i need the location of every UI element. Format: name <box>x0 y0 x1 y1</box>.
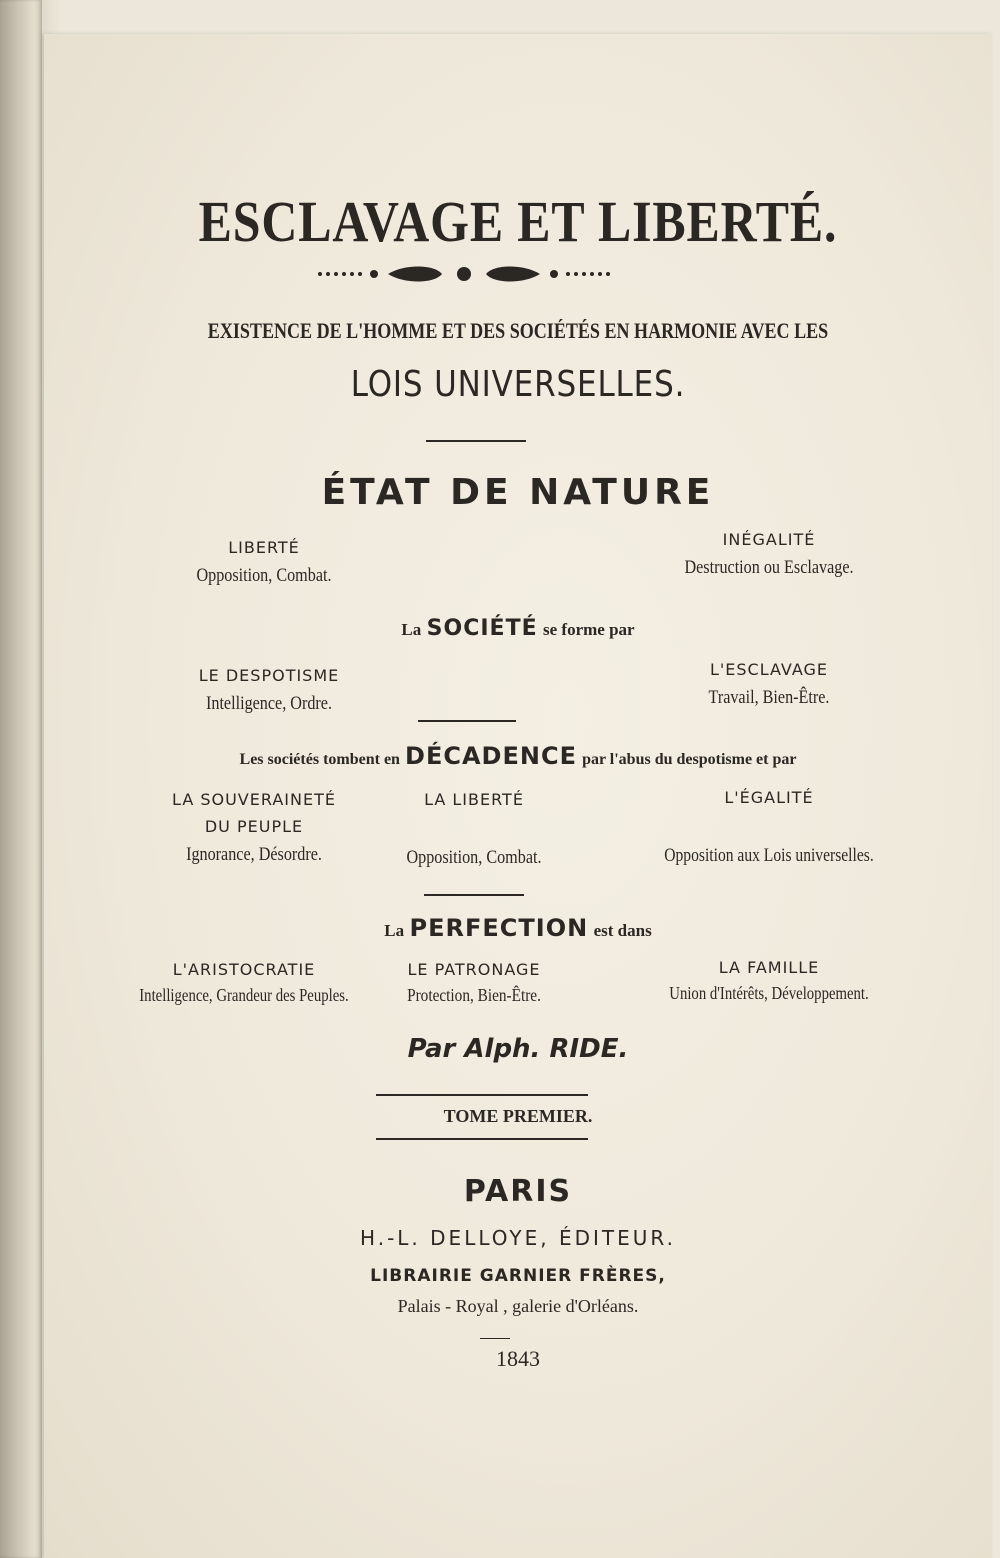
societe-right-column <box>604 660 934 709</box>
societe-left-subtext: Intelligence, Ordre. <box>205 693 332 714</box>
societe-line <box>44 616 992 641</box>
perfection-col-1 <box>94 960 394 1006</box>
decadence-col-3 <box>594 788 944 867</box>
perfection-line <box>44 914 992 942</box>
decadence-post: par l'abus du despotisme et par <box>582 751 797 768</box>
nature-right-subtext: Destruction ou Esclavage. <box>684 557 854 578</box>
decadence-col1-heading-1: LA SOUVERAINETÉ <box>172 790 336 809</box>
decadence-col1-subtext: Ignorance, Désordre. <box>186 844 322 865</box>
author-line: Par Alph. RIDE. <box>407 1034 629 1064</box>
perfection-post: est dans <box>593 921 652 940</box>
imprint-address: Palais - Royal , galerie d'Orléans. <box>397 1296 639 1316</box>
subtitle-line-1: EXISTENCE DE L'HOMME ET DES SOCIÉTÉS EN HARMONIE AVEC LES <box>207 318 829 343</box>
perfection-col3-subtext: Union d'Intérêts, Développement. <box>669 983 869 1003</box>
divider-2 <box>418 720 516 722</box>
subtitle-line-2: LOIS UNIVERSELLES. <box>350 364 686 405</box>
societe-right-subtext: Travail, Bien-Être. <box>708 687 830 708</box>
societe-pre: La <box>401 620 422 639</box>
nature-left-column <box>104 538 424 587</box>
imprint-year: 1843 <box>496 1346 540 1371</box>
perfection-col2-heading: LE PATRONAGE <box>407 960 541 979</box>
societe-left-column <box>104 666 434 715</box>
nature-left-heading: LIBERTÉ <box>228 538 300 557</box>
perfection-col1-subtext: Intelligence, Grandeur des Peuples. <box>139 985 349 1005</box>
tome-label: TOME PREMIER. <box>443 1106 593 1126</box>
nature-left-subtext: Opposition, Combat. <box>196 565 332 586</box>
societe-right-heading: L'ESCLAVAGE <box>709 660 829 679</box>
title-page <box>44 34 992 1558</box>
tome-rule-top <box>376 1094 588 1096</box>
divider-1 <box>426 440 526 442</box>
book-spine <box>0 0 42 1558</box>
nature-right-column <box>604 530 934 579</box>
societe-left-heading: LE DESPOTISME <box>198 666 340 685</box>
decadence-pre: Les sociétés tombent en <box>239 751 400 768</box>
nature-heading: ÉTAT DE NATURE <box>321 472 715 513</box>
decadence-col2-heading: LA LIBERTÉ <box>424 790 524 809</box>
decadence-col2-subtext: Opposition, Combat. <box>406 847 542 868</box>
decadence-col1-heading-2: DU PEUPLE <box>204 817 304 836</box>
book-title: ESCLAVAGE ET LIBERTÉ. <box>198 189 838 254</box>
divider-3 <box>424 894 524 896</box>
decadence-word: DÉCADENCE <box>405 742 577 770</box>
imprint-editor: H.-L. DELLOYE, ÉDITEUR. <box>360 1226 676 1250</box>
imprint-librairie: LIBRAIRIE GARNIER FRÈRES, <box>370 1266 666 1286</box>
societe-word: SOCIÉTÉ <box>426 616 538 641</box>
decadence-line <box>44 742 992 770</box>
year-rule <box>480 1338 510 1339</box>
decadence-col-2 <box>364 790 584 869</box>
perfection-pre: La <box>384 921 405 940</box>
perfection-col3-heading: LA FAMILLE <box>718 958 820 977</box>
perfection-col-2 <box>364 960 584 1006</box>
ornament-divider <box>314 262 614 286</box>
nature-right-heading: INÉGALITÉ <box>722 530 816 549</box>
perfection-col-3 <box>594 958 944 1004</box>
perfection-word: PERFECTION <box>409 914 589 942</box>
perfection-col1-heading: L'ARISTOCRATIE <box>172 960 316 979</box>
perfection-col2-subtext: Protection, Bien-Être. <box>407 985 541 1005</box>
decadence-col3-subtext: Opposition aux Lois universelles. <box>664 845 874 866</box>
decadence-col-1 <box>104 790 404 866</box>
tome-rule-bottom <box>376 1138 588 1140</box>
decadence-col3-heading: L'ÉGALITÉ <box>724 788 814 807</box>
imprint-city: PARIS <box>463 1174 573 1209</box>
societe-post: se forme par <box>543 620 635 639</box>
